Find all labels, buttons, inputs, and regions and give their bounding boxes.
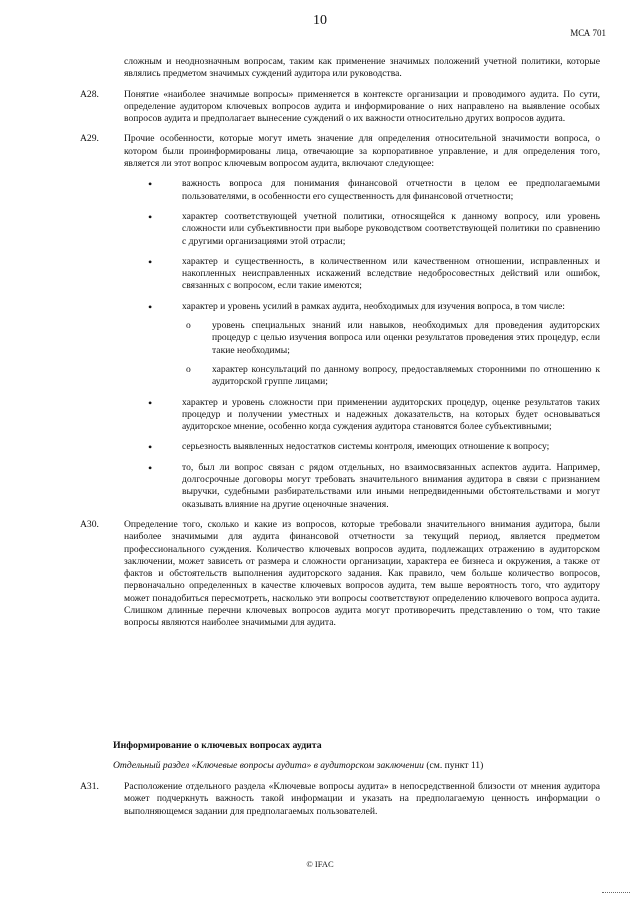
list-item — [124, 256, 600, 293]
subheading-title: Отдельный раздел «Ключевые вопросы аудита» в аудиторском заключении — [113, 760, 424, 771]
continuation-text: сложным и неоднозначным вопросам, таким как применение значимых положений учетной политики, которые являлись предметом значимых суждений аудитора или руководства. — [124, 56, 600, 80]
list-item-text: важность вопроса для понимания финансовой отчетности в целом ее предполагаемыми пользователями, в особенности его существенность для финансовой отчетности; — [182, 178, 600, 202]
scan-artifact — [602, 892, 630, 897]
paragraph-a28 — [80, 88, 600, 126]
list-item — [124, 397, 600, 434]
subheading-reference: (см. пункт 11) — [423, 760, 484, 771]
document-body — [80, 56, 600, 638]
list-item — [124, 462, 600, 511]
bullet-icon: • — [148, 177, 153, 192]
page-number: 10 — [313, 13, 327, 28]
paragraph-text: Расположение отдельного раздела «Ключевые вопросы аудита» в непосредственной близости от мнения аудитора может подчеркнуть важность такой информации и указать на предполагаемую ценность информации о выполняющемся задании для предполагаемых пользователей. — [124, 781, 600, 817]
list-item-text: характер соответствующей учетной политики, относящейся к данному вопросу, или уровень сложности или субъективности при выборе руководством соответствующей политики по сравнению с другими организациями этой отрасли; — [182, 210, 600, 247]
list-item — [124, 441, 600, 453]
bullet-icon: • — [148, 209, 153, 224]
bullet-icon: • — [148, 395, 153, 410]
circle-bullet-icon: o — [186, 363, 191, 375]
list-item-text: серьезность выявленных недостатков системы контроля, имеющих отношение к вопросу; — [182, 441, 550, 453]
section-subheading — [113, 760, 483, 771]
bullet-icon: • — [148, 460, 153, 475]
section-heading: Информирование о ключевых вопросах аудита — [113, 740, 322, 751]
paragraph-text: Определение того, сколько и какие из вопросов, которые требовали значительного внимания аудитора, были наиболее значимыми для аудита финансовой отчетности за текущий период, является предметом профессионального суждения. Количество ключевых вопросов аудита, подлежащих отражению в аудиторском заключении, может зависеть от размера и сложности организации, характера ее бизнеса и окружения, а также от фактов и обстоятельств выполнения аудиторского задания. Как правило, чем больше количество вопросов, первоначально определенных в качестве ключевых вопросов аудита, тем выше вероятность того, что аудитору может понадобиться пересмотреть, насколько эти вопросы соответствуют определению ключевого вопроса аудита. Слишком длинные перечни ключевых вопросов аудита могут противоречить представлению о том, что такие вопросы являются наиболее значимыми для аудита. — [124, 518, 600, 629]
list-item-text: характер и существенность, в количественном или качественном отношении, исправленных и накопленных неисправленных искажений вследствие недобросовестных действий или ошибок, связанных с вопросом, если такие имеются; — [182, 255, 600, 292]
paragraph-text: Прочие особенности, которые могут иметь значение для определения относительной значимости вопроса, о котором были проинформированы лица, отвечающие за корпоративное управление, и для определения того, является ли этот вопрос ключевым вопросом аудита, включают следующее: — [124, 133, 600, 170]
sub-list-item — [182, 320, 600, 357]
list-item-text: характер и уровень сложности при применении аудиторских процедур, оценке результатов таких процедур и получении уместных и надежных доказательств, на которых будет основываться аудиторское мнение, особенно когда суждения аудитора становятся более субъективными; — [182, 396, 600, 433]
paragraph-number: A29. — [80, 133, 99, 145]
sub-list-item — [182, 364, 600, 389]
paragraph-a30 — [80, 518, 600, 630]
bullet-icon: • — [148, 254, 153, 269]
copyright-footer: © IFAC — [306, 859, 334, 869]
list-item — [124, 178, 600, 203]
sub-list — [182, 320, 600, 388]
paragraph-a29 — [80, 133, 600, 510]
bullet-list — [124, 178, 600, 511]
paragraph-number: A31. — [80, 781, 99, 792]
list-item — [124, 211, 600, 248]
paragraph-a31 — [80, 781, 600, 818]
list-item-text: то, был ли вопрос связан с рядом отдельных, но взаимосвязанных аспектов аудита. Например, долгосрочные договоры могут требовать значительного внимания аудитора в связи с признанием выручки, судебными разбирательствами или иными непредвиденными обстоятельствами и могут оказывать влияние на другие оценочные значения. — [182, 461, 600, 510]
list-item-text: характер и уровень усилий в рамках аудита, необходимых для изучения вопроса, в том числе: — [182, 300, 565, 312]
list-item — [124, 301, 600, 389]
circle-bullet-icon: o — [186, 320, 191, 332]
paragraph-text: Понятие «наиболее значимые вопросы» применяется в контексте организации и проводимого аудита. По сути, определение аудитором ключевых вопросов аудита и информирование о них направлено на выявление особых вопросов аудита и предполагает вынесение суждений о их важности относительно других вопросов аудита. — [124, 88, 600, 125]
sub-list-item-text: уровень специальных знаний или навыков, необходимых для проведения аудиторских процедур с целью изучения вопроса или оценки результатов проведения этих процедур, если такие необходимы; — [212, 320, 600, 356]
paragraph-number: A30. — [80, 518, 99, 530]
document-body-continued — [80, 781, 600, 826]
sub-list-item-text: характер консультаций по данному вопросу, предоставляемых сторонними по отношению к аудиторской группе лицами; — [212, 363, 600, 388]
bullet-icon: • — [148, 440, 153, 455]
bullet-icon: • — [148, 299, 153, 314]
paragraph-number: A28. — [80, 88, 99, 100]
standard-code: МСА 701 — [570, 28, 606, 38]
